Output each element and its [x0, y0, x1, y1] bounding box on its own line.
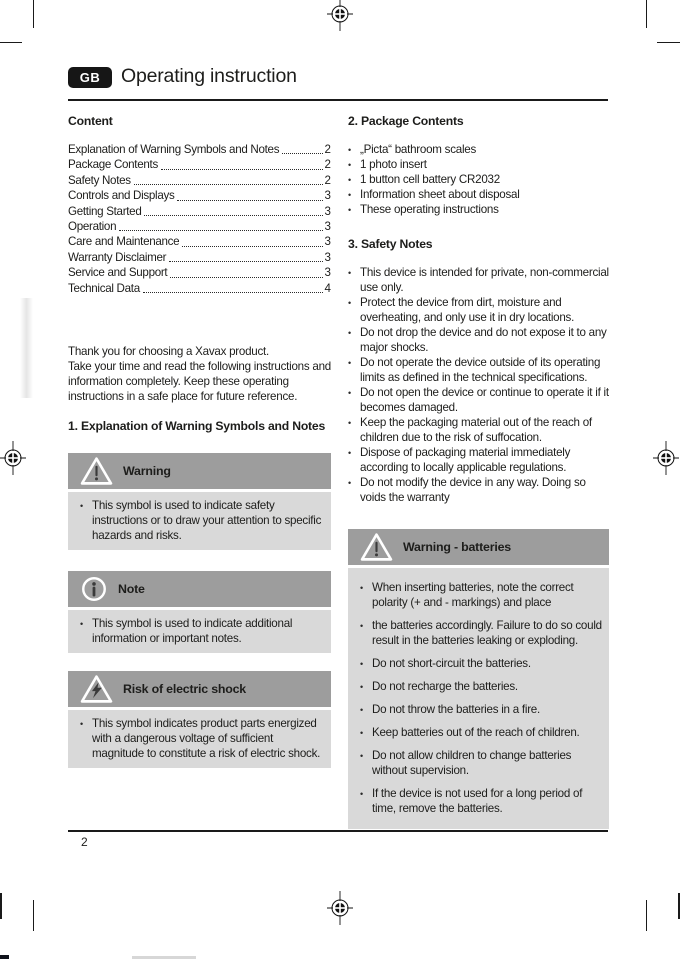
- warning-batteries-box-header: [348, 529, 609, 565]
- list-item: [348, 187, 609, 202]
- bullet-icon: •: [360, 728, 363, 738]
- print-artifact: [0, 955, 9, 959]
- bullet-icon: •: [360, 789, 363, 799]
- note-box-header: [68, 571, 331, 607]
- toc-row: [68, 250, 331, 265]
- bullet-icon: •: [348, 268, 351, 278]
- toc-dot-leader: [134, 173, 323, 185]
- list-item-text: Do not allow children to change batteries without supervision.: [372, 749, 572, 777]
- bullet-icon: •: [348, 448, 351, 458]
- list-item-text: Keep batteries out of the reach of children.: [372, 726, 580, 739]
- crop-mark: [33, 0, 34, 28]
- list-item: [348, 172, 609, 187]
- footer-divider: [68, 830, 608, 832]
- list-item: [348, 157, 609, 172]
- list-item-text: Do not drop the device and do not expose it to any major shocks.: [360, 326, 607, 354]
- toc-row: [68, 281, 331, 296]
- list-item-text: 1 button cell battery CR2032: [360, 173, 500, 186]
- list-item-text: Do not short-circuit the batteries.: [372, 657, 531, 670]
- warning-batteries-box: [348, 529, 609, 829]
- list-item: [68, 716, 325, 761]
- intro-body: Take your time and read the following instructions and information completely. Keep these operating instructions in a safe place for future reference.: [68, 359, 331, 403]
- list-item: [348, 355, 609, 385]
- list-item: [348, 202, 609, 217]
- toc-label: Service and Support: [68, 266, 168, 280]
- toc-label: Package Contents: [68, 158, 158, 172]
- toc-label: Operation: [68, 219, 117, 233]
- package-contents-list: [348, 142, 609, 217]
- bullet-icon: •: [80, 500, 83, 511]
- toc-label: Explanation of Warning Symbols and Notes: [68, 143, 280, 156]
- toc-page-number: 3: [324, 250, 331, 264]
- toc-page-number: 2: [324, 173, 331, 187]
- toc-heading: Content: [68, 114, 113, 128]
- toc-dot-leader: [182, 234, 322, 246]
- toc-dot-leader: [161, 157, 323, 169]
- bullet-icon: •: [348, 418, 351, 428]
- list-item-text: This symbol is used to indicate safety instructions or to draw your attention to specific hazards and risks.: [92, 498, 322, 542]
- warning-box-body: [68, 492, 331, 550]
- crop-mark: [0, 42, 22, 43]
- electric-shock-triangle-icon: [80, 674, 113, 704]
- electric-shock-box-title: Risk of electric shock: [123, 681, 247, 696]
- language-badge: GB: [68, 67, 112, 88]
- list-item: [348, 748, 603, 778]
- toc-label: Controls and Displays: [68, 189, 175, 203]
- list-item-text: Keep the packaging material out of the reach of children due to the risk of suffocation.: [360, 416, 592, 444]
- registration-mark-icon: [327, 891, 353, 925]
- bullet-icon: •: [360, 751, 363, 761]
- toc-row: [68, 142, 331, 157]
- toc-label: Warranty Disclaimer: [68, 250, 167, 264]
- toc-dot-leader: [143, 281, 323, 293]
- list-item-text: This symbol indicates product parts energized with a dangerous voltage of sufficient magnitude to constitute a risk of electric shock.: [92, 716, 321, 760]
- toc-page-number: 3: [324, 235, 331, 249]
- list-item-text: These operating instructions: [360, 203, 499, 216]
- bullet-icon: •: [80, 618, 83, 629]
- toc-dot-leader: [177, 188, 322, 200]
- table-of-contents: [68, 142, 331, 296]
- scan-shadow: [20, 298, 33, 398]
- list-item-text: Dispose of packaging material immediately according to locally applicable regulations.: [360, 446, 571, 474]
- list-item: [348, 265, 609, 295]
- warning-triangle-icon: [80, 456, 113, 486]
- warning-box: [68, 453, 331, 550]
- warning-batteries-box-title: Warning - batteries: [403, 540, 511, 554]
- list-item: [348, 415, 609, 445]
- electric-shock-box-header: [68, 671, 331, 707]
- list-item: [348, 385, 609, 415]
- registration-mark-icon: [327, 0, 353, 31]
- list-item-text: If the device is not used for a long period of time, remove the batteries.: [372, 787, 583, 815]
- list-item: [348, 679, 603, 694]
- toc-dot-leader: [169, 250, 322, 262]
- bullet-icon: •: [348, 328, 351, 338]
- bullet-icon: •: [348, 205, 351, 215]
- list-item-text: This device is intended for private, non-commercial use only.: [360, 266, 609, 294]
- toc-label: Getting Started: [68, 204, 142, 218]
- warning-triangle-icon: [360, 532, 393, 562]
- bullet-icon: •: [348, 298, 351, 308]
- section-1-heading: 1. Explanation of Warning Symbols and Notes: [68, 418, 326, 433]
- bullet-icon: •: [360, 705, 363, 715]
- right-column: [348, 114, 609, 829]
- electric-shock-box: [68, 671, 331, 768]
- toc-page-number: 3: [324, 204, 331, 218]
- list-item: [348, 580, 603, 610]
- bullet-icon: •: [360, 583, 363, 593]
- list-item: [348, 656, 603, 671]
- bullet-icon: •: [348, 175, 351, 185]
- list-item-text: Do not modify the device in any way. Doing so voids the warranty: [360, 476, 586, 504]
- warning-batteries-box-body: [348, 568, 609, 829]
- list-item: [68, 616, 325, 646]
- bullet-icon: •: [360, 621, 363, 631]
- list-item: [348, 445, 609, 475]
- list-item-text: Do not operate the device outside of its operating limits as defined in the technical specifications.: [360, 356, 601, 384]
- list-item-text: 1 photo insert: [360, 158, 427, 171]
- intro-line: Thank you for choosing a Xavax product.: [68, 344, 269, 358]
- bullet-icon: •: [348, 190, 351, 200]
- toc-page-number: 3: [324, 266, 331, 280]
- bullet-icon: •: [80, 718, 83, 729]
- toc-dot-leader: [170, 265, 322, 277]
- list-item: [348, 325, 609, 355]
- toc-page-number: 2: [324, 158, 331, 172]
- toc-dot-leader: [144, 204, 322, 216]
- list-item-text: Do not throw the batteries in a fire.: [372, 703, 540, 716]
- section-2-heading: 2. Package Contents: [348, 114, 464, 128]
- list-item: [348, 702, 603, 717]
- list-item-text: Do not open the device or continue to operate it if it becomes damaged.: [360, 386, 609, 414]
- bullet-icon: •: [348, 358, 351, 368]
- list-item-text: This symbol is used to indicate additional information or important notes.: [92, 616, 293, 645]
- crop-mark: [33, 900, 34, 931]
- list-item-text: „Picta“ bathroom scales: [360, 143, 477, 156]
- toc-label: Technical Data: [68, 281, 140, 295]
- toc-page-number: 4: [324, 281, 331, 295]
- list-item-text: Do not recharge the batteries.: [372, 680, 518, 693]
- warning-box-title: Warning: [123, 463, 171, 478]
- info-circle-icon: [80, 575, 108, 603]
- toc-label: Safety Notes: [68, 173, 131, 187]
- list-item: [348, 725, 603, 740]
- toc-dot-leader: [119, 219, 322, 231]
- electric-shock-box-body: [68, 710, 331, 768]
- toc-row: [68, 219, 331, 234]
- toc-label: Care and Maintenance: [68, 235, 180, 249]
- list-item-text: When inserting batteries, note the correct polarity (+ and - markings) and place: [372, 581, 574, 609]
- list-item: [68, 498, 325, 543]
- bullet-icon: •: [348, 145, 351, 155]
- bullet-icon: •: [348, 388, 351, 398]
- page-title: Operating instruction: [121, 65, 297, 87]
- bullet-icon: •: [348, 478, 351, 488]
- note-box-title: Note: [118, 581, 145, 596]
- page-number: 2: [81, 835, 88, 849]
- list-item: [348, 475, 609, 505]
- bullet-icon: •: [360, 659, 363, 669]
- crop-mark: [0, 893, 2, 919]
- list-item: [348, 142, 609, 157]
- bullet-icon: •: [348, 160, 351, 170]
- list-item-text: the batteries accordingly. Failure to do so could result in the batteries leaking or exploding.: [372, 619, 602, 647]
- toc-row: [68, 265, 331, 280]
- warning-box-header: [68, 453, 331, 489]
- list-item-text: Protect the device from dirt, moisture and overheating, and only use it in dry locations.: [360, 296, 575, 324]
- safety-notes-list: [348, 265, 609, 505]
- registration-mark-icon: [653, 441, 679, 475]
- crop-mark: [657, 42, 680, 43]
- crop-mark: [646, 0, 647, 28]
- section-3-heading: 3. Safety Notes: [348, 237, 433, 251]
- toc-page-number: 2: [324, 143, 331, 156]
- toc-row: [68, 234, 331, 249]
- left-column: [68, 114, 331, 768]
- registration-mark-icon: [0, 441, 26, 475]
- crop-mark: [646, 900, 647, 931]
- note-box: [68, 571, 331, 653]
- toc-row: [68, 204, 331, 219]
- list-item: [348, 295, 609, 325]
- intro-paragraph: [68, 344, 331, 404]
- list-item: [348, 786, 603, 816]
- list-item: [348, 618, 603, 648]
- toc-dot-leader: [282, 142, 322, 154]
- toc-row: [68, 173, 331, 188]
- toc-page-number: 3: [324, 219, 331, 233]
- note-box-body: [68, 610, 331, 653]
- list-item-text: Information sheet about disposal: [360, 188, 520, 201]
- bullet-icon: •: [360, 682, 363, 692]
- header-divider: [68, 99, 608, 101]
- toc-row: [68, 157, 331, 172]
- toc-row: [68, 188, 331, 203]
- toc-page-number: 3: [324, 189, 331, 203]
